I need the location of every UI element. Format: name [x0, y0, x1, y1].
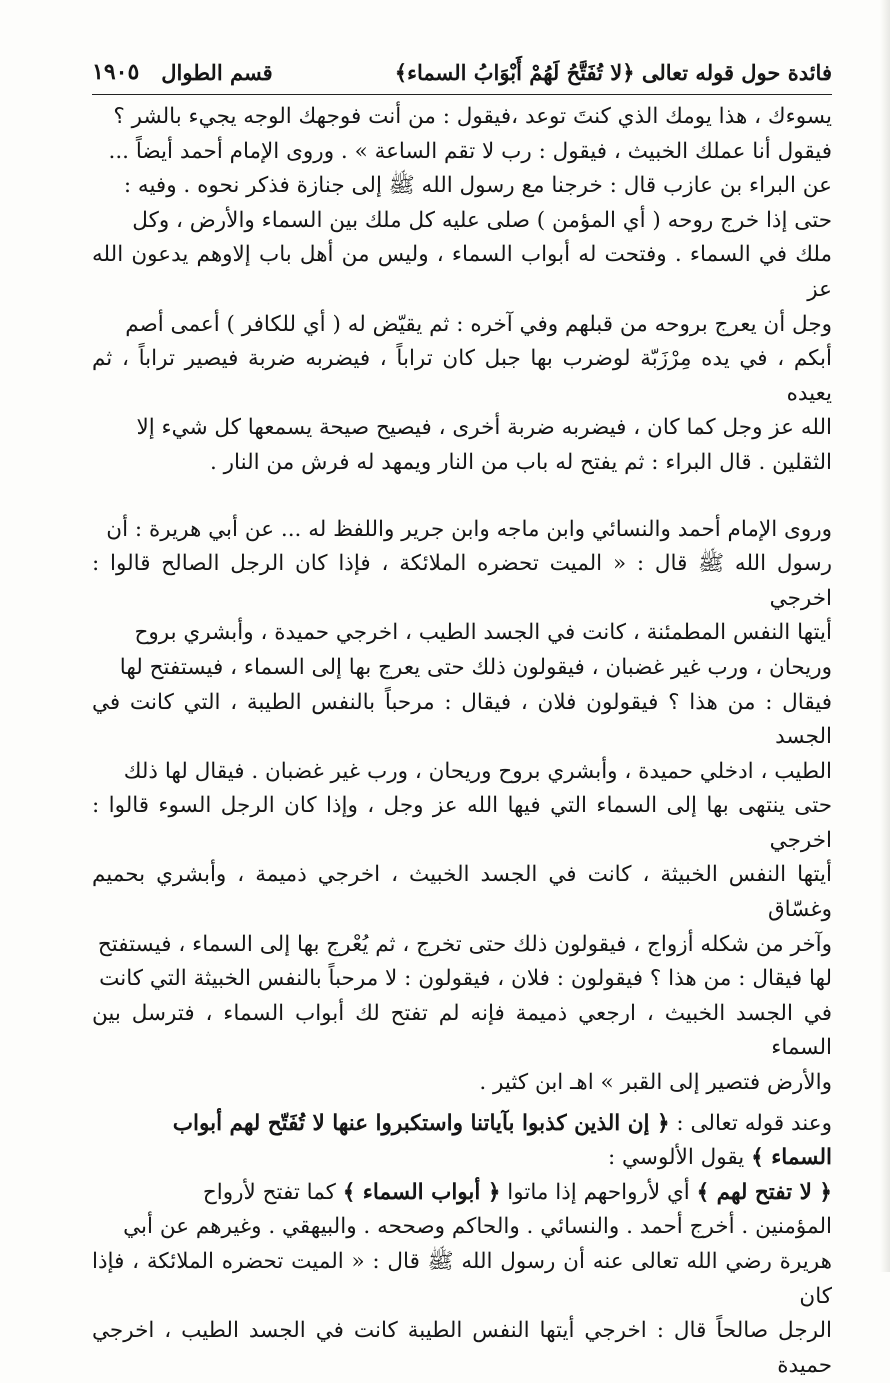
text-segment: أي لأرواحهم إذا ماتوا: [500, 1179, 697, 1205]
quran-verse: ﴿ لا تفتح لهم ﴾: [696, 1179, 832, 1205]
text-line: في الجسد الخبيث ، ارجعي ذميمة فإنه لم تفتح لك أبواب السماء ، فترسل بين السماء: [92, 1000, 832, 1061]
text-segment: وعند قوله تعالى :: [669, 1110, 832, 1136]
paragraph-1: [92, 100, 832, 481]
paragraph-3: [92, 1107, 832, 1176]
text-line: أيتها النفس الخبيثة ، كانت في الجسد الخبيث ، اخرجي ذميمة ، وأبشري بحميم وغسّاق: [92, 862, 832, 923]
text-line: والأرض فتصير إلى القبر » اهـ ابن كثير .: [479, 1070, 832, 1096]
page-body: [92, 100, 832, 1383]
text-line: رسول الله ﷺ قال : « الميت تحضره الملائكة ، فإذا كان الرجل الصالح قالوا : اخرجي: [92, 551, 832, 611]
text-line: وروى الإمام أحمد والنسائي وابن ماجه وابن جرير واللفظ له ... عن أبي هريرة : أن: [106, 516, 832, 542]
paragraph-4: [92, 1176, 832, 1383]
text-line: حتى إذا خرج روحه ( أي المؤمن ) صلى عليه كل ملك بين السماء والأرض ، وكل: [132, 207, 832, 233]
text-line: أيتها النفس المطمئنة ، كانت في الجسد الطيب ، اخرجي حميدة ، وأبشري بروح: [134, 620, 832, 646]
text-line: فيقول أنا عملك الخبيث ، فيقول : رب لا تقم الساعة » . وروى الإمام أحمد أيضاً ...: [108, 138, 832, 164]
text-line: الرجل صالحاً قال : اخرجي أيتها النفس الطيبة كانت في الجسد الطيب ، اخرجي حميدة: [92, 1318, 832, 1378]
text-line: وآخر من شكله أزواج ، فيقولون ذلك حتى تخرج ، ثم يُعْرج بها إلى السماء ، فيستفتح: [97, 931, 832, 957]
text-line: الطيب ، ادخلي حميدة ، وأبشري بروح وريحان ، ورب غير غضبان . فيقال لها ذلك: [123, 758, 832, 784]
quran-verse: ﴿ أبواب السماء ﴾: [342, 1179, 501, 1205]
text-line: لها فيقال : من هذا ؟ فيقولون : فلان ، فيقولون : لا مرحباً بالنفس الخبيثة التي كانت: [99, 966, 832, 992]
text-line: فيقال : من هذا ؟ فيقولون فلان ، فيقال : مرحباً بالنفس الطيبة ، التي كانت في الجسد: [92, 689, 832, 750]
quran-verse: السماء ﴾: [751, 1145, 832, 1171]
text-line: ملك في السماء . وفتحت له أبواب السماء ، وليس من أهل باب إلاوهم يدعون الله عز: [92, 242, 832, 302]
text-line: يسوءك ، هذا يومك الذي كنتَ توعد ،فيقول : من أنت فوجهك الوجه يجيء بالشر ؟: [113, 104, 832, 129]
running-title: فائدة حول قوله تعالى ﴿لا تُفَتَّحُ لَهُمْ أَبْوَابُ السماء﴾: [394, 59, 832, 85]
paragraph-2: [92, 513, 832, 1101]
page-number: ١٩٠٥: [92, 59, 140, 85]
text-segment: يقول الألوسي :: [607, 1145, 752, 1171]
header-meta: [92, 59, 273, 85]
text-line: عن البراء بن عازب قال : خرجنا مع رسول الله ﷺ إلى جنازة فذكر نحوه . وفيه :: [123, 173, 832, 199]
text-line: وجل أن يعرج بروحه من قبلهم وفي آخره : ثم يقيّض له ( أي للكافر ) أعمى أصم: [125, 311, 832, 337]
quran-verse: ﴿ إن الذين كذبوا بآياتنا واستكبروا عنها لا تُفَتّح لهم أبواب: [172, 1110, 670, 1136]
text-line: حتى ينتهى بها إلى السماء التي فيها الله عز وجل ، وإذا كان الرجل السوء قالوا : اخرجي: [92, 793, 832, 853]
text-line: الله عز وجل كما كان ، فيضربه ضربة أخرى ، فيصيح صيحة يسمعها كل شيء إلا: [136, 415, 832, 441]
text-line: وريحان ، ورب غير غضبان ، فيقولون ذلك حتى يعرج بها إلى السماء ، فيستفتح لها: [119, 654, 832, 680]
text-line: هريرة رضي الله تعالى عنه أن رسول الله ﷺ قال : « الميت تحضره الملائكة ، فإذا كان: [92, 1249, 832, 1309]
page-edge-shadow: [880, 0, 890, 1272]
section-title: قسم الطوال: [161, 59, 273, 85]
text-segment: كما تفتح لأرواح: [202, 1179, 343, 1205]
text-line: المؤمنين . أخرج أحمد . والنسائي . والحاكم وصححه . والبيهقي . وغيرهم عن أبي: [123, 1214, 832, 1240]
page-header: [92, 50, 832, 95]
text-line: أبكم ، في يده مِرْزَبّة لوضرب بها جبل كان تراباً ، فيضربه ضربة فيصير تراباً ، ثم يعيده: [92, 346, 832, 406]
text-line: الثقلين . قال البراء : ثم يفتح له باب من النار ويمهد له فرش من النار .: [209, 449, 832, 475]
